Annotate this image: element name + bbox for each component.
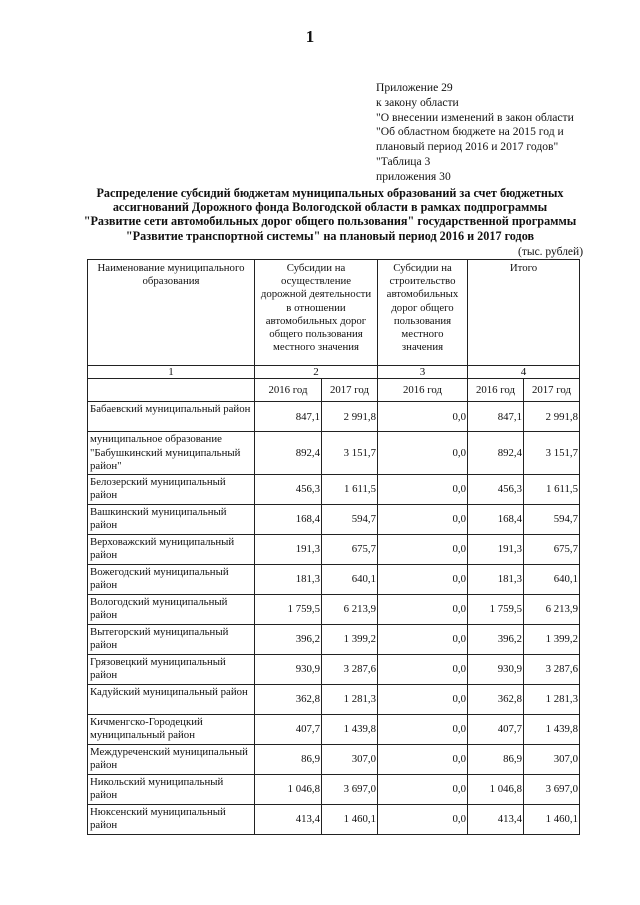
year-header: 2016 год bbox=[468, 379, 524, 402]
header-name: Наименование муниципального образования bbox=[88, 260, 255, 366]
value-cell: 1 281,3 bbox=[524, 684, 580, 714]
value-cell: 1 046,8 bbox=[255, 774, 322, 804]
value-cell: 456,3 bbox=[468, 474, 524, 504]
value-cell: 191,3 bbox=[255, 534, 322, 564]
value-cell: 930,9 bbox=[255, 654, 322, 684]
value-cell: 1 281,3 bbox=[322, 684, 378, 714]
year-header: 2017 год bbox=[524, 379, 580, 402]
value-cell: 1 399,2 bbox=[524, 624, 580, 654]
value-cell: 6 213,9 bbox=[524, 594, 580, 624]
value-cell: 1 439,8 bbox=[322, 714, 378, 744]
table-row bbox=[88, 534, 580, 564]
value-cell: 0,0 bbox=[378, 594, 468, 624]
value-cell: 0,0 bbox=[378, 402, 468, 432]
value-cell: 1 759,5 bbox=[255, 594, 322, 624]
table-row bbox=[88, 402, 580, 432]
title-line: Распределение субсидий бюджетам муниципальных образований за счет бюджетных bbox=[96, 186, 564, 200]
table-row bbox=[88, 564, 580, 594]
value-cell: 1 399,2 bbox=[322, 624, 378, 654]
value-cell: 0,0 bbox=[378, 504, 468, 534]
value-cell: 0,0 bbox=[378, 432, 468, 475]
header-col2: Субсидии на осуществление дорожной деятельности в отношении автомобильных дорог общего пользования местного значения bbox=[255, 260, 378, 366]
value-cell: 3 697,0 bbox=[524, 774, 580, 804]
column-number: 4 bbox=[468, 366, 580, 379]
municipality-name: Вологодский муниципальный район bbox=[88, 594, 255, 624]
title-line: "Развитие транспортной системы" на плановый период 2016 и 2017 годов bbox=[125, 228, 535, 243]
table-row bbox=[88, 474, 580, 504]
municipality-name: Вожегодский муниципальный район bbox=[88, 564, 255, 594]
municipality-name: Вашкинский муниципальный район bbox=[88, 504, 255, 534]
value-cell: 307,0 bbox=[524, 744, 580, 774]
value-cell: 1 759,5 bbox=[468, 594, 524, 624]
table-row bbox=[88, 504, 580, 534]
table-row bbox=[88, 594, 580, 624]
appendix-line: "О внесении изменений в закон области bbox=[376, 110, 574, 124]
value-cell: 362,8 bbox=[255, 684, 322, 714]
year-header: 2017 год bbox=[322, 379, 378, 402]
value-cell: 892,4 bbox=[468, 432, 524, 475]
value-cell: 0,0 bbox=[378, 804, 468, 834]
appendix-line: плановый период 2016 и 2017 годов" bbox=[376, 140, 559, 154]
appendix-block bbox=[376, 81, 574, 185]
value-cell: 0,0 bbox=[378, 474, 468, 504]
document-title bbox=[80, 186, 580, 243]
header-col3: Субсидии на строительство автомобильных дорог общего пользования местного значения bbox=[378, 260, 468, 366]
municipality-name: Междуреченский муниципальный район bbox=[88, 744, 255, 774]
value-cell: 675,7 bbox=[524, 534, 580, 564]
value-cell: 168,4 bbox=[255, 504, 322, 534]
year-header: 2016 год bbox=[378, 379, 468, 402]
title-line: "Развитие сети автомобильных дорог общего пользования" государственной программы bbox=[83, 214, 577, 229]
municipality-name: Бабаевский муниципальный район bbox=[88, 402, 255, 432]
value-cell: 191,3 bbox=[468, 534, 524, 564]
value-cell: 0,0 bbox=[378, 654, 468, 684]
value-cell: 0,0 bbox=[378, 684, 468, 714]
value-cell: 2 991,8 bbox=[524, 402, 580, 432]
value-cell: 3 151,7 bbox=[322, 432, 378, 475]
value-cell: 1 046,8 bbox=[468, 774, 524, 804]
appendix-line: "Об областном бюджете на 2015 год и bbox=[376, 125, 564, 139]
appendix-line: "Таблица 3 bbox=[376, 154, 431, 168]
title-line: ассигнований Дорожного фонда Вологодской области в рамках подпрограммы bbox=[112, 200, 548, 215]
value-cell: 1 611,5 bbox=[524, 474, 580, 504]
subsidy-table bbox=[87, 259, 580, 835]
value-cell: 930,9 bbox=[468, 654, 524, 684]
value-cell: 1 460,1 bbox=[524, 804, 580, 834]
municipality-name: Верховажский муниципальный район bbox=[88, 534, 255, 564]
municipality-name: Кичменгско-Городецкий муниципальный район bbox=[88, 714, 255, 744]
value-cell: 892,4 bbox=[255, 432, 322, 475]
value-cell: 0,0 bbox=[378, 774, 468, 804]
value-cell: 1 611,5 bbox=[322, 474, 378, 504]
table-row bbox=[88, 774, 580, 804]
municipality-name: Кадуйский муниципальный район bbox=[88, 684, 255, 714]
value-cell: 396,2 bbox=[468, 624, 524, 654]
value-cell: 168,4 bbox=[468, 504, 524, 534]
value-cell: 396,2 bbox=[255, 624, 322, 654]
value-cell: 0,0 bbox=[378, 744, 468, 774]
value-cell: 2 991,8 bbox=[322, 402, 378, 432]
value-cell: 0,0 bbox=[378, 714, 468, 744]
municipality-name: Нюксенский муниципальный район bbox=[88, 804, 255, 834]
municipality-name: Вытегорский муниципальный район bbox=[88, 624, 255, 654]
value-cell: 0,0 bbox=[378, 624, 468, 654]
municipality-name: Грязовецкий муниципальный район bbox=[88, 654, 255, 684]
value-cell: 413,4 bbox=[255, 804, 322, 834]
table-row bbox=[88, 714, 580, 744]
value-cell: 413,4 bbox=[468, 804, 524, 834]
header-col4: Итого bbox=[468, 260, 580, 366]
value-cell: 181,3 bbox=[468, 564, 524, 594]
value-cell: 3 697,0 bbox=[322, 774, 378, 804]
value-cell: 640,1 bbox=[322, 564, 378, 594]
value-cell: 594,7 bbox=[322, 504, 378, 534]
value-cell: 0,0 bbox=[378, 534, 468, 564]
value-cell: 86,9 bbox=[468, 744, 524, 774]
table-row bbox=[88, 804, 580, 834]
year-empty bbox=[88, 379, 255, 402]
value-cell: 594,7 bbox=[524, 504, 580, 534]
value-cell: 3 287,6 bbox=[322, 654, 378, 684]
municipality-name: Никольский муниципальный район bbox=[88, 774, 255, 804]
table-row bbox=[88, 654, 580, 684]
units-label: (тыс. рублей) bbox=[518, 246, 584, 258]
value-cell: 847,1 bbox=[255, 402, 322, 432]
value-cell: 675,7 bbox=[322, 534, 378, 564]
column-number: 3 bbox=[378, 366, 468, 379]
value-cell: 1 460,1 bbox=[322, 804, 378, 834]
value-cell: 181,3 bbox=[255, 564, 322, 594]
value-cell: 6 213,9 bbox=[322, 594, 378, 624]
value-cell: 1 439,8 bbox=[524, 714, 580, 744]
appendix-line: Приложение 29 bbox=[376, 81, 453, 94]
value-cell: 407,7 bbox=[468, 714, 524, 744]
column-number: 1 bbox=[88, 366, 255, 379]
appendix-line: приложения 30 bbox=[376, 169, 451, 183]
value-cell: 307,0 bbox=[322, 744, 378, 774]
municipality-name: муниципальное образование "Бабушкинский муниципальный район" bbox=[88, 432, 255, 475]
column-number: 2 bbox=[255, 366, 378, 379]
table-row bbox=[88, 684, 580, 714]
value-cell: 407,7 bbox=[255, 714, 322, 744]
page-number: 1 bbox=[305, 27, 315, 46]
year-header: 2016 год bbox=[255, 379, 322, 402]
table-row bbox=[88, 744, 580, 774]
value-cell: 86,9 bbox=[255, 744, 322, 774]
value-cell: 847,1 bbox=[468, 402, 524, 432]
value-cell: 0,0 bbox=[378, 564, 468, 594]
municipality-name: Белозерский муниципальный район bbox=[88, 474, 255, 504]
table-row bbox=[88, 432, 580, 475]
value-cell: 456,3 bbox=[255, 474, 322, 504]
table-row bbox=[88, 624, 580, 654]
value-cell: 362,8 bbox=[468, 684, 524, 714]
appendix-line: к закону области bbox=[376, 95, 459, 109]
value-cell: 3 151,7 bbox=[524, 432, 580, 475]
value-cell: 640,1 bbox=[524, 564, 580, 594]
value-cell: 3 287,6 bbox=[524, 654, 580, 684]
